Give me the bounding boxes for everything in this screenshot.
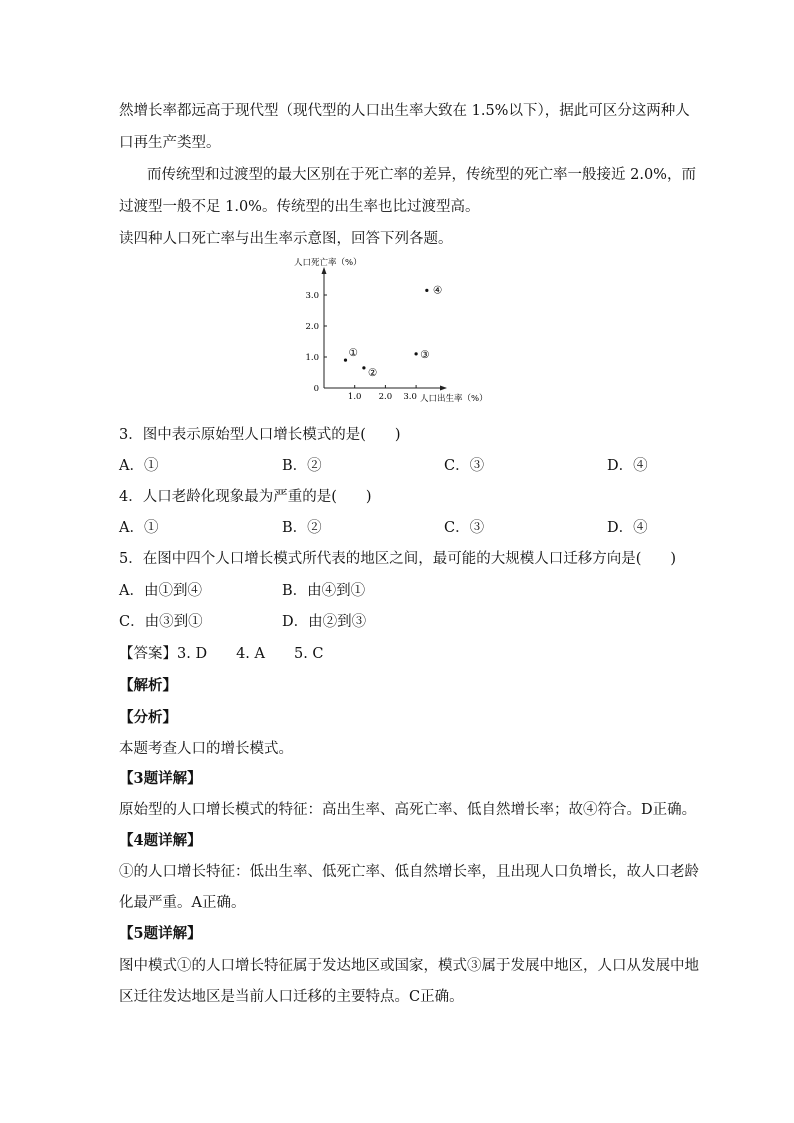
x-tick-label: 3.0 xyxy=(403,392,417,402)
option-d: D．由②到③ xyxy=(282,614,367,630)
q4-detail-text: ①的人口增长特征：低出生率、低死亡率、低自然增长率，且出现人口负增长，故人口老龄 xyxy=(119,864,699,880)
option-b: B．② xyxy=(282,458,322,474)
data-point xyxy=(362,366,365,369)
question-stem: 3．图中表示原始型人口增长模式的是( ) xyxy=(119,427,401,443)
data-point xyxy=(425,289,428,292)
scatter-chart xyxy=(290,254,488,406)
q3-detail-heading: 【3题详解】 xyxy=(119,770,202,787)
q5-detail-text: 图中模式①的人口增长特征属于发达地区或国家，模式③属于发展中地区，人口从发展中地 xyxy=(119,958,699,974)
point-label: ④ xyxy=(432,284,443,297)
paragraph-line: 口再生产类型。 xyxy=(119,135,221,151)
x-tick-label: 1.0 xyxy=(347,392,362,402)
chart-axes xyxy=(322,267,448,391)
paragraph-line: 然增长率都远高于现代型（现代型的人口出生率大致在 1.5%以下），据此可区分这两种人 xyxy=(119,103,690,119)
y-tick-label: 0 xyxy=(313,384,319,394)
option-d: D．④ xyxy=(607,520,648,536)
data-point xyxy=(415,352,418,355)
chart-ticks xyxy=(305,291,416,402)
option-b: B．由④到① xyxy=(282,583,366,599)
q3-detail-text: 原始型的人口增长模式的特征：高出生率、高死亡率、低自然增长率；故④符合。D正确。 xyxy=(119,802,697,818)
option-c: C．由③到① xyxy=(119,614,203,630)
analysis-heading: 【解析】 xyxy=(119,677,177,694)
y-axis-label: 人口死亡率（%） xyxy=(294,258,362,268)
q5-detail-heading: 【5题详解】 xyxy=(119,925,202,942)
x-axis-label: 人口出生率（%） xyxy=(420,394,488,404)
x-axis-arrow xyxy=(440,386,447,391)
option-c: C．③ xyxy=(444,520,485,536)
chart-points xyxy=(344,284,443,379)
option-a: A．由①到④ xyxy=(119,583,202,599)
y-axis-arrow xyxy=(322,267,327,274)
q5-detail-text: 区迁往发达地区是当前人口迁移的主要特点。C正确。 xyxy=(119,989,464,1005)
analysis-subheading: 【分析】 xyxy=(119,709,177,726)
option-d: D．④ xyxy=(607,458,648,474)
y-tick-label: 1.0 xyxy=(305,353,319,363)
analysis-summary: 本题考查人口的增长模式。 xyxy=(119,741,293,757)
answer-line: 【答案】3. D 4. A 5. C xyxy=(119,646,324,662)
option-a: A．① xyxy=(119,458,159,474)
option-a: A．① xyxy=(119,520,159,536)
q4-detail-text: 化最严重。A正确。 xyxy=(119,895,246,911)
paragraph-line: 过渡型一般不足 1.0%。传统型的出生率也比过渡型高。 xyxy=(119,199,480,215)
y-tick-label: 2.0 xyxy=(305,322,319,332)
q4-detail-heading: 【4题详解】 xyxy=(119,832,202,849)
question-intro: 读四种人口死亡率与出生率示意图，回答下列各题。 xyxy=(119,231,453,247)
point-label: ③ xyxy=(420,348,430,361)
question-stem: 5．在图中四个人口增长模式所代表的地区之间，最可能的大规模人口迁移方向是( ) xyxy=(119,551,677,567)
y-tick-label: 3.0 xyxy=(305,291,319,301)
option-c: C．③ xyxy=(444,458,485,474)
data-point xyxy=(344,359,347,362)
question-stem: 4．人口老龄化现象最为严重的是( ) xyxy=(119,489,372,505)
option-b: B．② xyxy=(282,520,322,536)
point-label: ② xyxy=(367,366,378,379)
paragraph-line: 而传统型和过渡型的最大区别在于死亡率的差异，传统型的死亡率一般接近 2.0%，而 xyxy=(147,167,696,183)
point-label: ① xyxy=(348,347,358,360)
x-tick-label: 2.0 xyxy=(378,392,393,402)
